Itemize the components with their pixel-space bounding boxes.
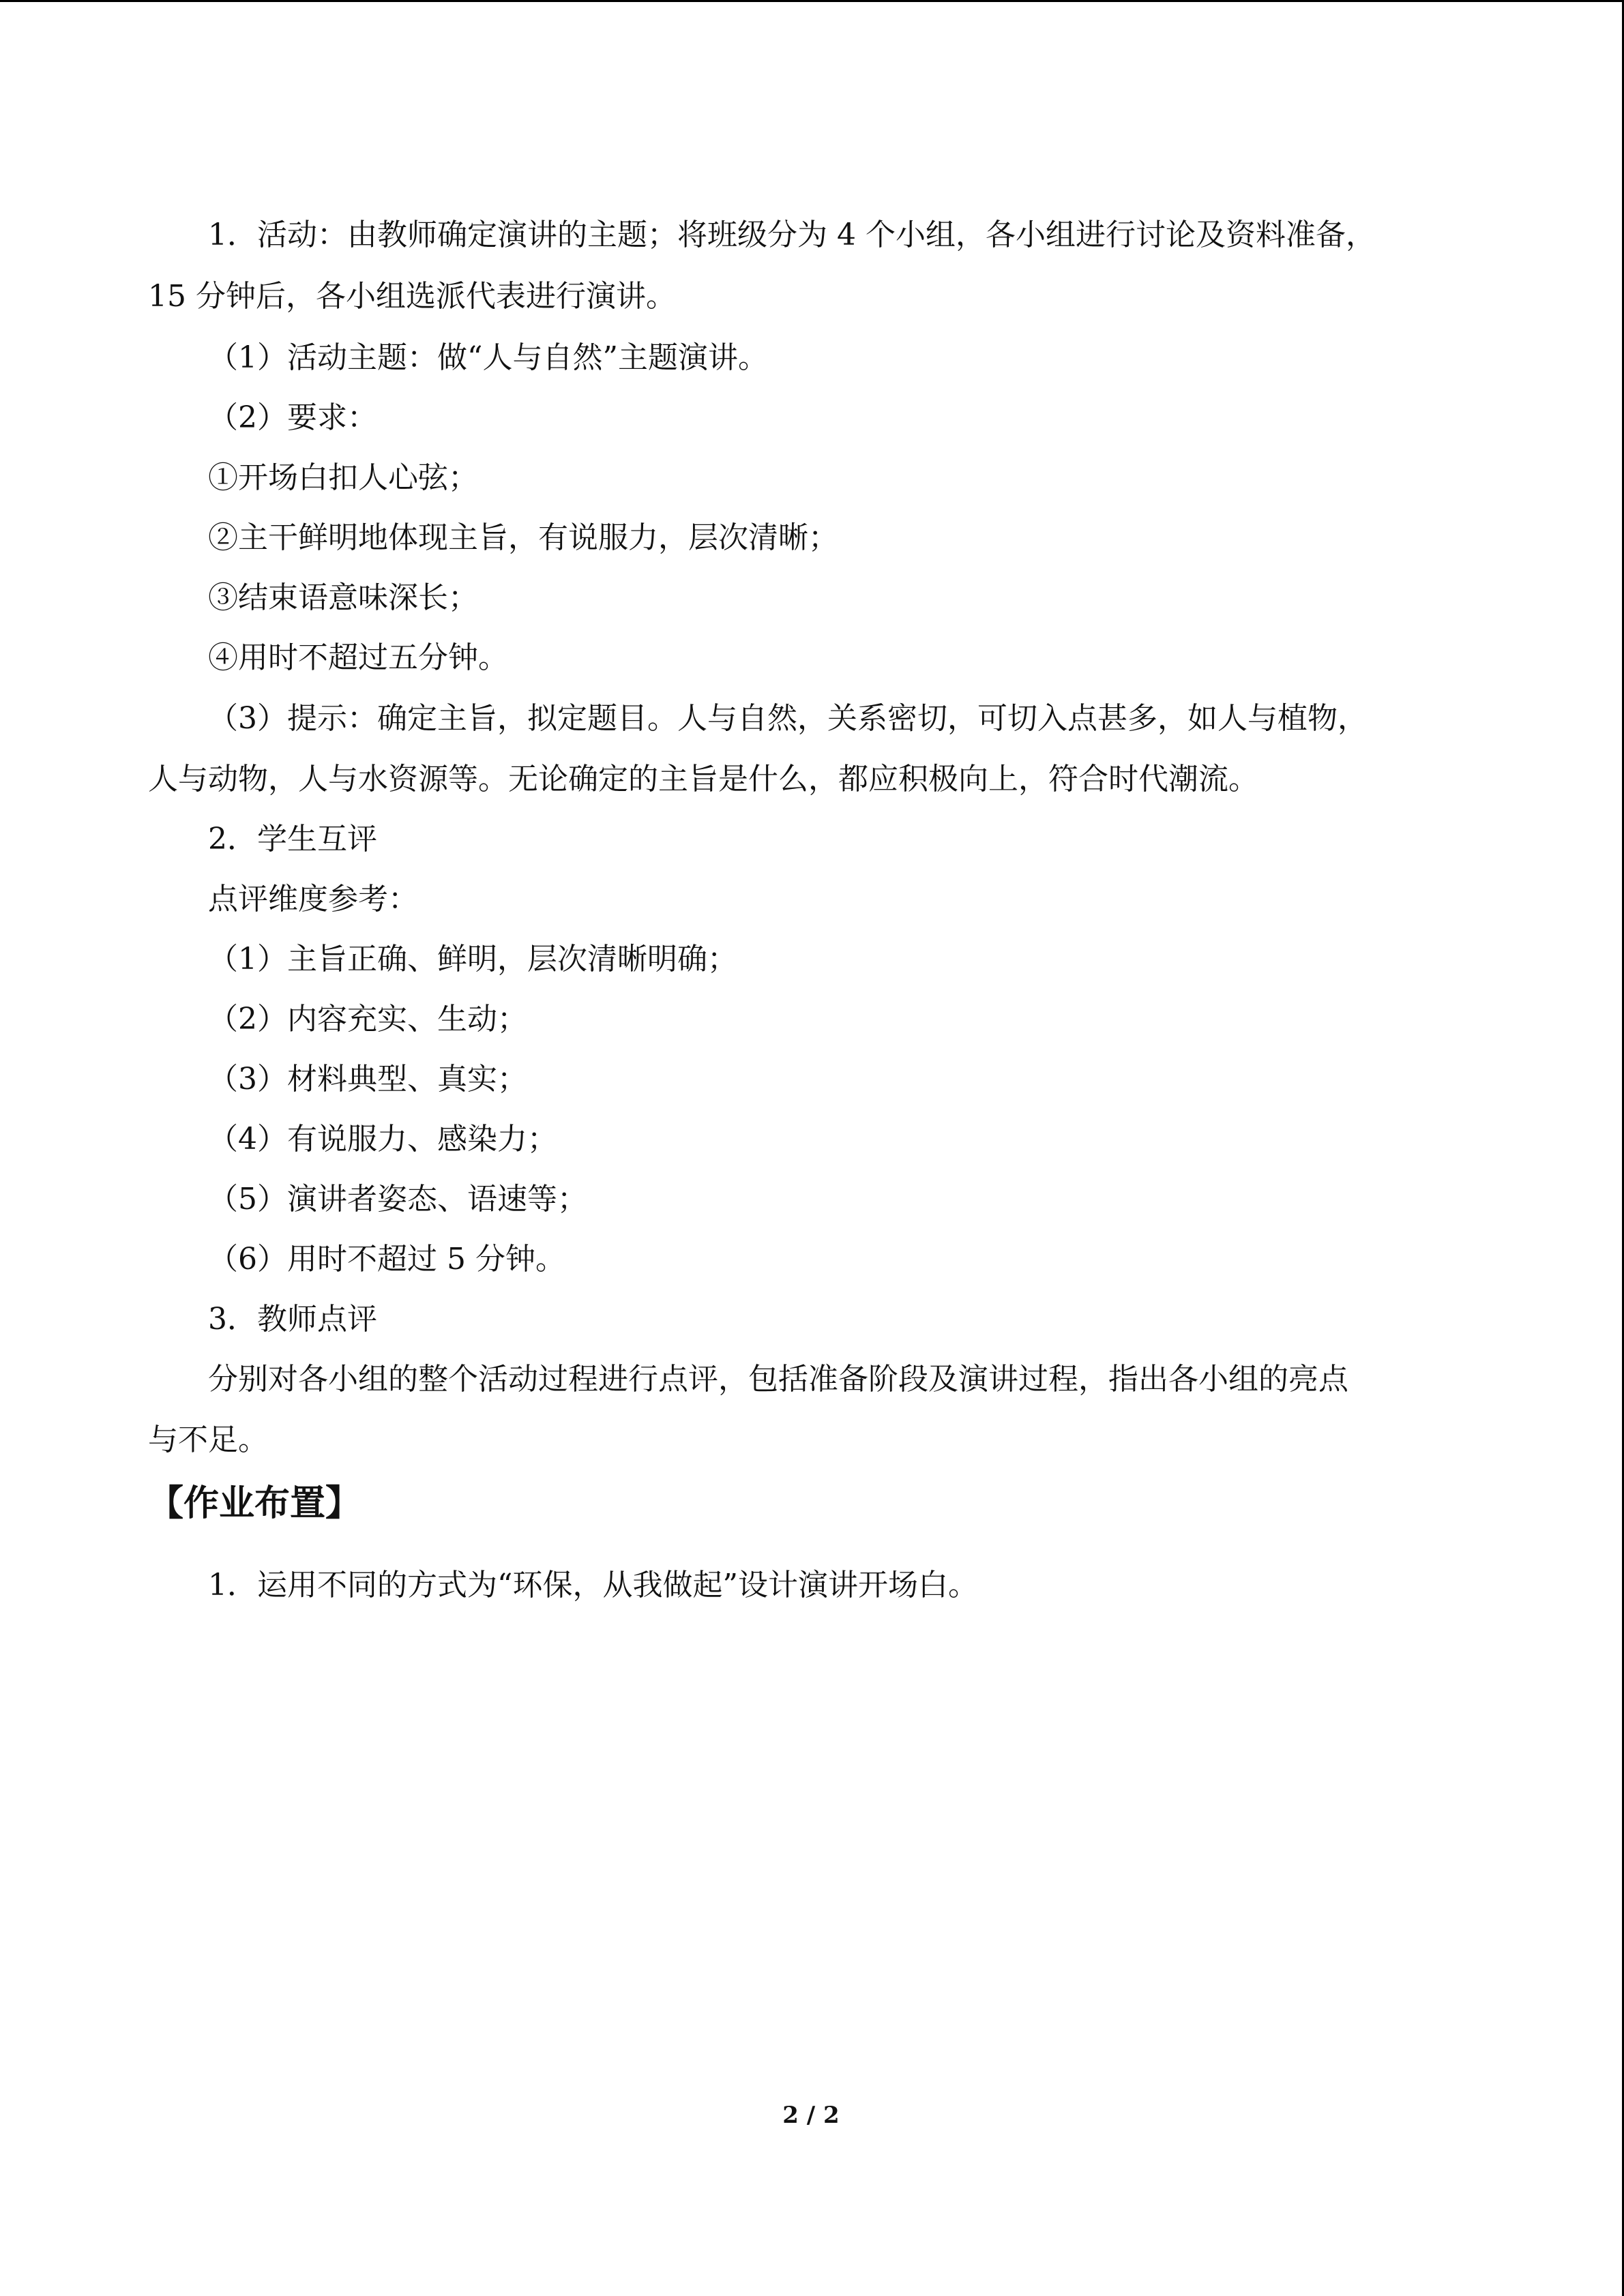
requirements-label: （2）要求：: [208, 400, 377, 435]
requirement-item-3: ③结束语意味深长；: [208, 580, 478, 615]
review-dimension-4: （4）有说服力、感染力；: [208, 1122, 557, 1157]
homework-heading: 【作业布置】: [148, 1483, 361, 1524]
tips-line-1: （3）提示：确定主旨，拟定题目。人与自然，关系密切，可切入点甚多，如人与植物，: [208, 701, 1368, 736]
teacher-review-title: 3．教师点评: [208, 1302, 377, 1337]
teacher-review-line-1: 分别对各小组的整个活动过程进行点评，包括准备阶段及演讲过程，指出各小组的亮点: [208, 1362, 1348, 1397]
review-dimension-3: （3）材料典型、真实；: [208, 1062, 527, 1097]
document-content: [0, 2, 1622, 2296]
activity-intro-line-1: 1．活动：由教师确定演讲的主题；将班级分为 4 个小组，各小组进行讨论及资料准备，: [208, 218, 1376, 252]
activity-intro-line-2: 15 分钟后，各小组选派代表进行演讲。: [148, 279, 676, 314]
peer-review-title: 2．学生互评: [208, 822, 377, 856]
review-dimensions-label: 点评维度参考：: [208, 882, 418, 916]
review-dimension-5: （5）演讲者姿态、语速等；: [208, 1182, 587, 1217]
review-dimension-2: （2）内容充实、生动；: [208, 1002, 527, 1037]
page-number: 2 / 2: [782, 2102, 840, 2129]
homework-item-1: 1．运用不同的方式为“环保，从我做起”设计演讲开场白。: [208, 1568, 978, 1602]
tips-line-2: 人与动物，人与水资源等。无论确定的主旨是什么，都应积极向上，符合时代潮流。: [148, 762, 1258, 796]
review-dimension-6: （6）用时不超过 5 分钟。: [208, 1242, 565, 1277]
requirement-item-1: ①开场白扣人心弦；: [208, 460, 478, 495]
teacher-review-line-2: 与不足。: [148, 1422, 268, 1457]
activity-theme: （1）活动主题：做“人与自然”主题演讲。: [208, 340, 768, 375]
requirement-item-4: ④用时不超过五分钟。: [208, 640, 508, 675]
review-dimension-1: （1）主旨正确、鲜明，层次清晰明确；: [208, 942, 737, 976]
requirement-item-2: ②主干鲜明地体现主旨，有说服力，层次清晰；: [208, 520, 838, 555]
